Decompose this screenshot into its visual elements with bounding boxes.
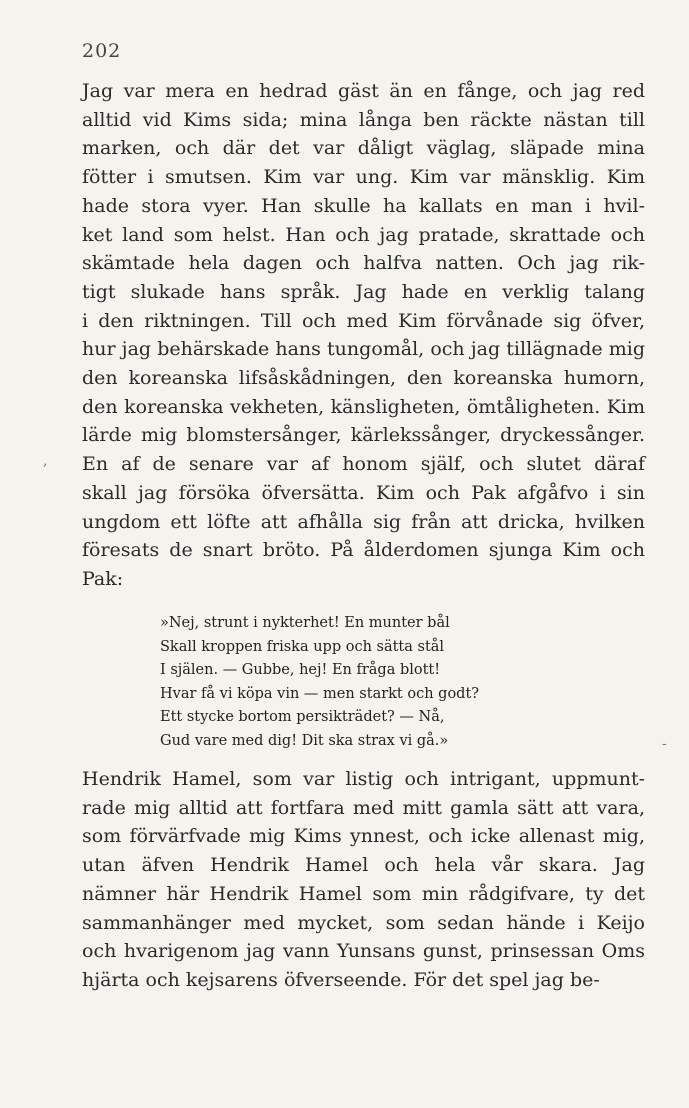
poem-line: Ett stycke bortom persikträdet? — Nå, [160, 709, 445, 726]
text-line: ket land som helst. Han och jag pratade, skrattade och [82, 223, 645, 246]
text-line: tigt slukade hans språk. Jag hade en verklig talang [82, 280, 645, 303]
paragraph-1 [82, 77, 645, 594]
text-line: alltid vid Kims sida; mina långa ben räckte nästan till [82, 108, 645, 131]
text-line: rade mig alltid att fortfara med mitt gamla sätt att vara, [82, 796, 645, 819]
margin-speck: - [662, 736, 667, 752]
poem-line: Gud vare med dig! Dit ska strax vi gå.» [160, 732, 449, 749]
text-line: i den riktningen. Till och med Kim förvånade sig öfver, [82, 309, 645, 332]
text-line: fötter i smutsen. Kim var ung. Kim var mänsklig. Kim [82, 166, 645, 189]
text-line: hade stora vyer. Han skulle ha kallats en man i hvil- [82, 194, 645, 217]
poem-line: »Nej, strunt i nykterhet! En munter bål [160, 615, 450, 631]
text-line: skämtade hela dagen och halfva natten. Och jag rik- [82, 252, 645, 275]
text-line: hjärta och kejsarens öfverseende. För det spel jag be- [82, 968, 600, 991]
margin-speck: , [43, 453, 48, 469]
text-line: hur jag behärskade hans tungomål, och jag tillägnade mig [82, 338, 645, 361]
page-number: 202 [82, 40, 122, 62]
text-line: ungdom ett löfte att afhålla sig från att dricka, hvilken [82, 510, 645, 533]
text-line: nämner här Hendrik Hamel som min rådgifvare, ty det [82, 882, 645, 905]
text-line: sammanhänger med mycket, som sedan hände i Keijo [82, 911, 645, 934]
text-line: Jag var mera en hedrad gäst än en fånge, och jag red [82, 80, 645, 102]
paragraph-2 [82, 765, 645, 995]
text-line: föresats de snart bröto. På ålderdomen sjunga Kim och [82, 539, 645, 562]
text-line: den koreanska vekheten, känsligheten, ömtåligheten. Kim [82, 395, 645, 418]
text-line: och hvarigenom jag vann Yunsans gunst, prinsessan Oms [82, 940, 645, 963]
poem [160, 612, 560, 754]
text-line: marken, och där det var dåligt väglag, släpade mina [82, 137, 645, 160]
text-line: den koreanska lifsåskådningen, den koreanska humorn, [82, 367, 645, 390]
text-line: som förvärfvade mig Kims ynnest, och icke allenast mig, [82, 825, 645, 848]
text-line: utan äfven Hendrik Hamel och hela vår skara. Jag [82, 854, 645, 877]
poem-line: Skall kroppen friska upp och sätta stål [160, 638, 445, 655]
text-line: lärde mig blomstersånger, kärlekssånger, dryckessånger. [82, 424, 645, 447]
poem-line: Hvar få vi köpa vin — men starkt och godt? [160, 685, 480, 702]
text-line: skall jag försöka öfversätta. Kim och Pak afgåfvo i sin [82, 481, 645, 504]
text-line: En af de senare var af honom själf, och slutet däraf [82, 453, 645, 476]
text-line: Pak: [82, 567, 124, 590]
text-line: Hendrik Hamel, som var listig och intrigant, uppmunt- [82, 768, 645, 790]
poem-line: I själen. — Gubbe, hej! En fråga blott! [160, 662, 441, 679]
